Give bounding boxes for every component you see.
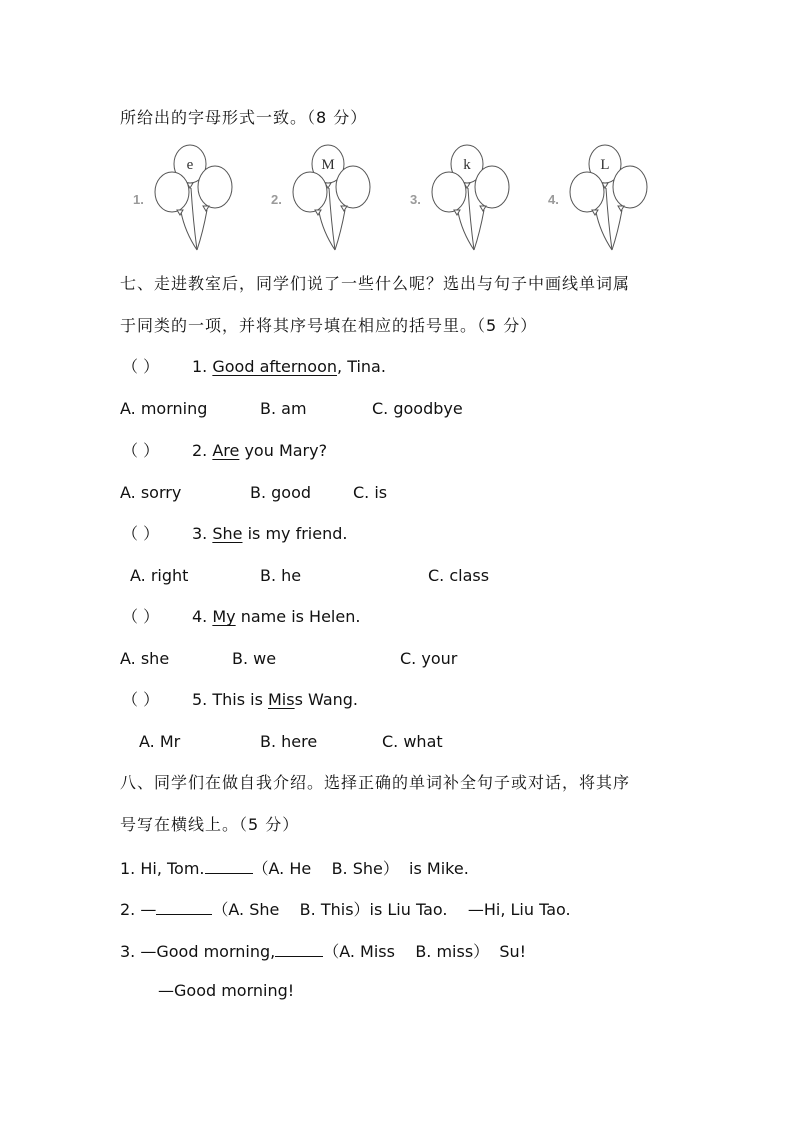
underlined-word: Are [212,441,240,460]
balloon-letter: e [186,157,194,173]
question-pre: This is [207,690,268,709]
fill-item-text: 3. —Good morning, [120,942,276,961]
balloon [613,166,647,208]
question-4 [122,607,360,627]
fill-item-choices: （A. She B. This）is Liu Tao. —Hi, Liu Tao. [212,900,571,919]
question-rest: is my friend. [242,524,348,543]
fill-item-choices: （A. Miss B. miss） Su! [323,942,527,961]
balloon-string [197,210,207,250]
balloon [570,172,604,212]
question-1 [122,357,386,377]
question-rest: name is Helen. [235,607,361,626]
balloon-knot [341,206,347,211]
question-rest: , Tina. [337,357,386,376]
option-c: C. is [353,483,388,502]
balloon-group-2 [271,140,391,255]
balloon-cluster-icon [422,140,522,252]
balloon-number: 4. [548,192,559,207]
option-b: B. we [232,649,277,668]
balloon-knot [592,210,598,215]
fill-item-text: 2. — [120,900,157,919]
underlined-word: Good afternoon [212,357,338,376]
option-a: A. sorry [120,483,182,502]
fill-item-3-reply: —Good morning! [158,981,295,1000]
option-a: A. morning [120,399,208,418]
balloon-number: 1. [133,192,144,207]
answer-paren[interactable]: （ ） [122,607,160,626]
answer-blank[interactable] [205,857,253,874]
balloon-knot [203,206,209,211]
balloon [475,166,509,208]
option-b: B. good [250,483,312,502]
balloon-group-1 [133,140,253,255]
answer-paren[interactable]: （ ） [122,357,160,376]
balloon-letter: L [600,157,610,173]
fill-item-text: 1. Hi, Tom. [120,859,205,878]
balloon [336,166,370,208]
underlined-word: She [212,524,243,543]
question-rest: you Mary? [239,441,328,460]
question-rest: s Wang. [294,690,358,709]
option-b: B. am [260,399,307,418]
balloon-cluster-icon [145,140,245,252]
fill-item-3 [120,940,526,962]
balloon-knot [315,210,321,215]
option-a: A. Mr [139,732,181,751]
answer-paren[interactable]: （ ） [122,524,160,543]
balloon-cluster-icon [283,140,383,252]
fill-item-1 [120,857,469,879]
balloon-number: 3. [410,192,421,207]
balloon [198,166,232,208]
option-c: C. class [428,566,490,585]
option-c: C. goodbye [372,399,463,418]
answer-blank[interactable] [156,898,212,915]
balloon-letter: M [321,157,335,173]
balloon-cluster-icon [560,140,660,252]
balloon-knot [618,206,624,211]
option-a: A. right [130,566,189,585]
question-number: 5. [192,690,208,709]
fill-item-choices: （A. He B. She） is Mike. [252,859,469,878]
section8-title-line2: 号写在横线上。（5 分） [120,815,300,834]
option-c: C. your [400,649,458,668]
balloon [293,172,327,212]
answer-paren[interactable]: （ ） [122,690,160,709]
question-number: 1. [192,357,208,376]
section7-title-line2: 于同类的一项，并将其序号填在相应的括号里。（5 分） [120,316,538,335]
balloon-knot [177,210,183,215]
balloon-number: 2. [271,192,282,207]
question-5 [122,690,358,710]
option-b: B. he [260,566,302,585]
question-number: 3. [192,524,208,543]
balloon [432,172,466,212]
fill-item-2 [120,898,571,920]
section8-title-line1: 八、同学们在做自我介绍。选择正确的单词补全句子或对话，将其序 [120,773,631,792]
underlined-word: Mis [268,690,295,709]
balloon-group-4 [548,140,668,255]
question-3 [122,524,347,544]
section7-title-line1: 七、走进教室后，同学们说了一些什么呢？选出与句子中画线单词属 [120,274,631,293]
balloon-string [335,210,345,250]
balloon-string [474,210,484,250]
balloon-group-3 [410,140,530,255]
underlined-word: My [212,607,236,626]
balloon-letter: k [463,157,471,173]
answer-blank[interactable] [275,940,323,957]
balloon [155,172,189,212]
balloon-knot [454,210,460,215]
question-2 [122,441,327,461]
option-b: B. here [260,732,318,751]
balloon-knot [480,206,486,211]
section6-instruction: 所给出的字母形式一致。（8 分） [120,108,368,127]
option-a: A. she [120,649,170,668]
balloon-string [612,210,622,250]
question-number: 4. [192,607,208,626]
question-number: 2. [192,441,208,460]
option-c: C. what [382,732,443,751]
answer-paren[interactable]: （ ） [122,441,160,460]
